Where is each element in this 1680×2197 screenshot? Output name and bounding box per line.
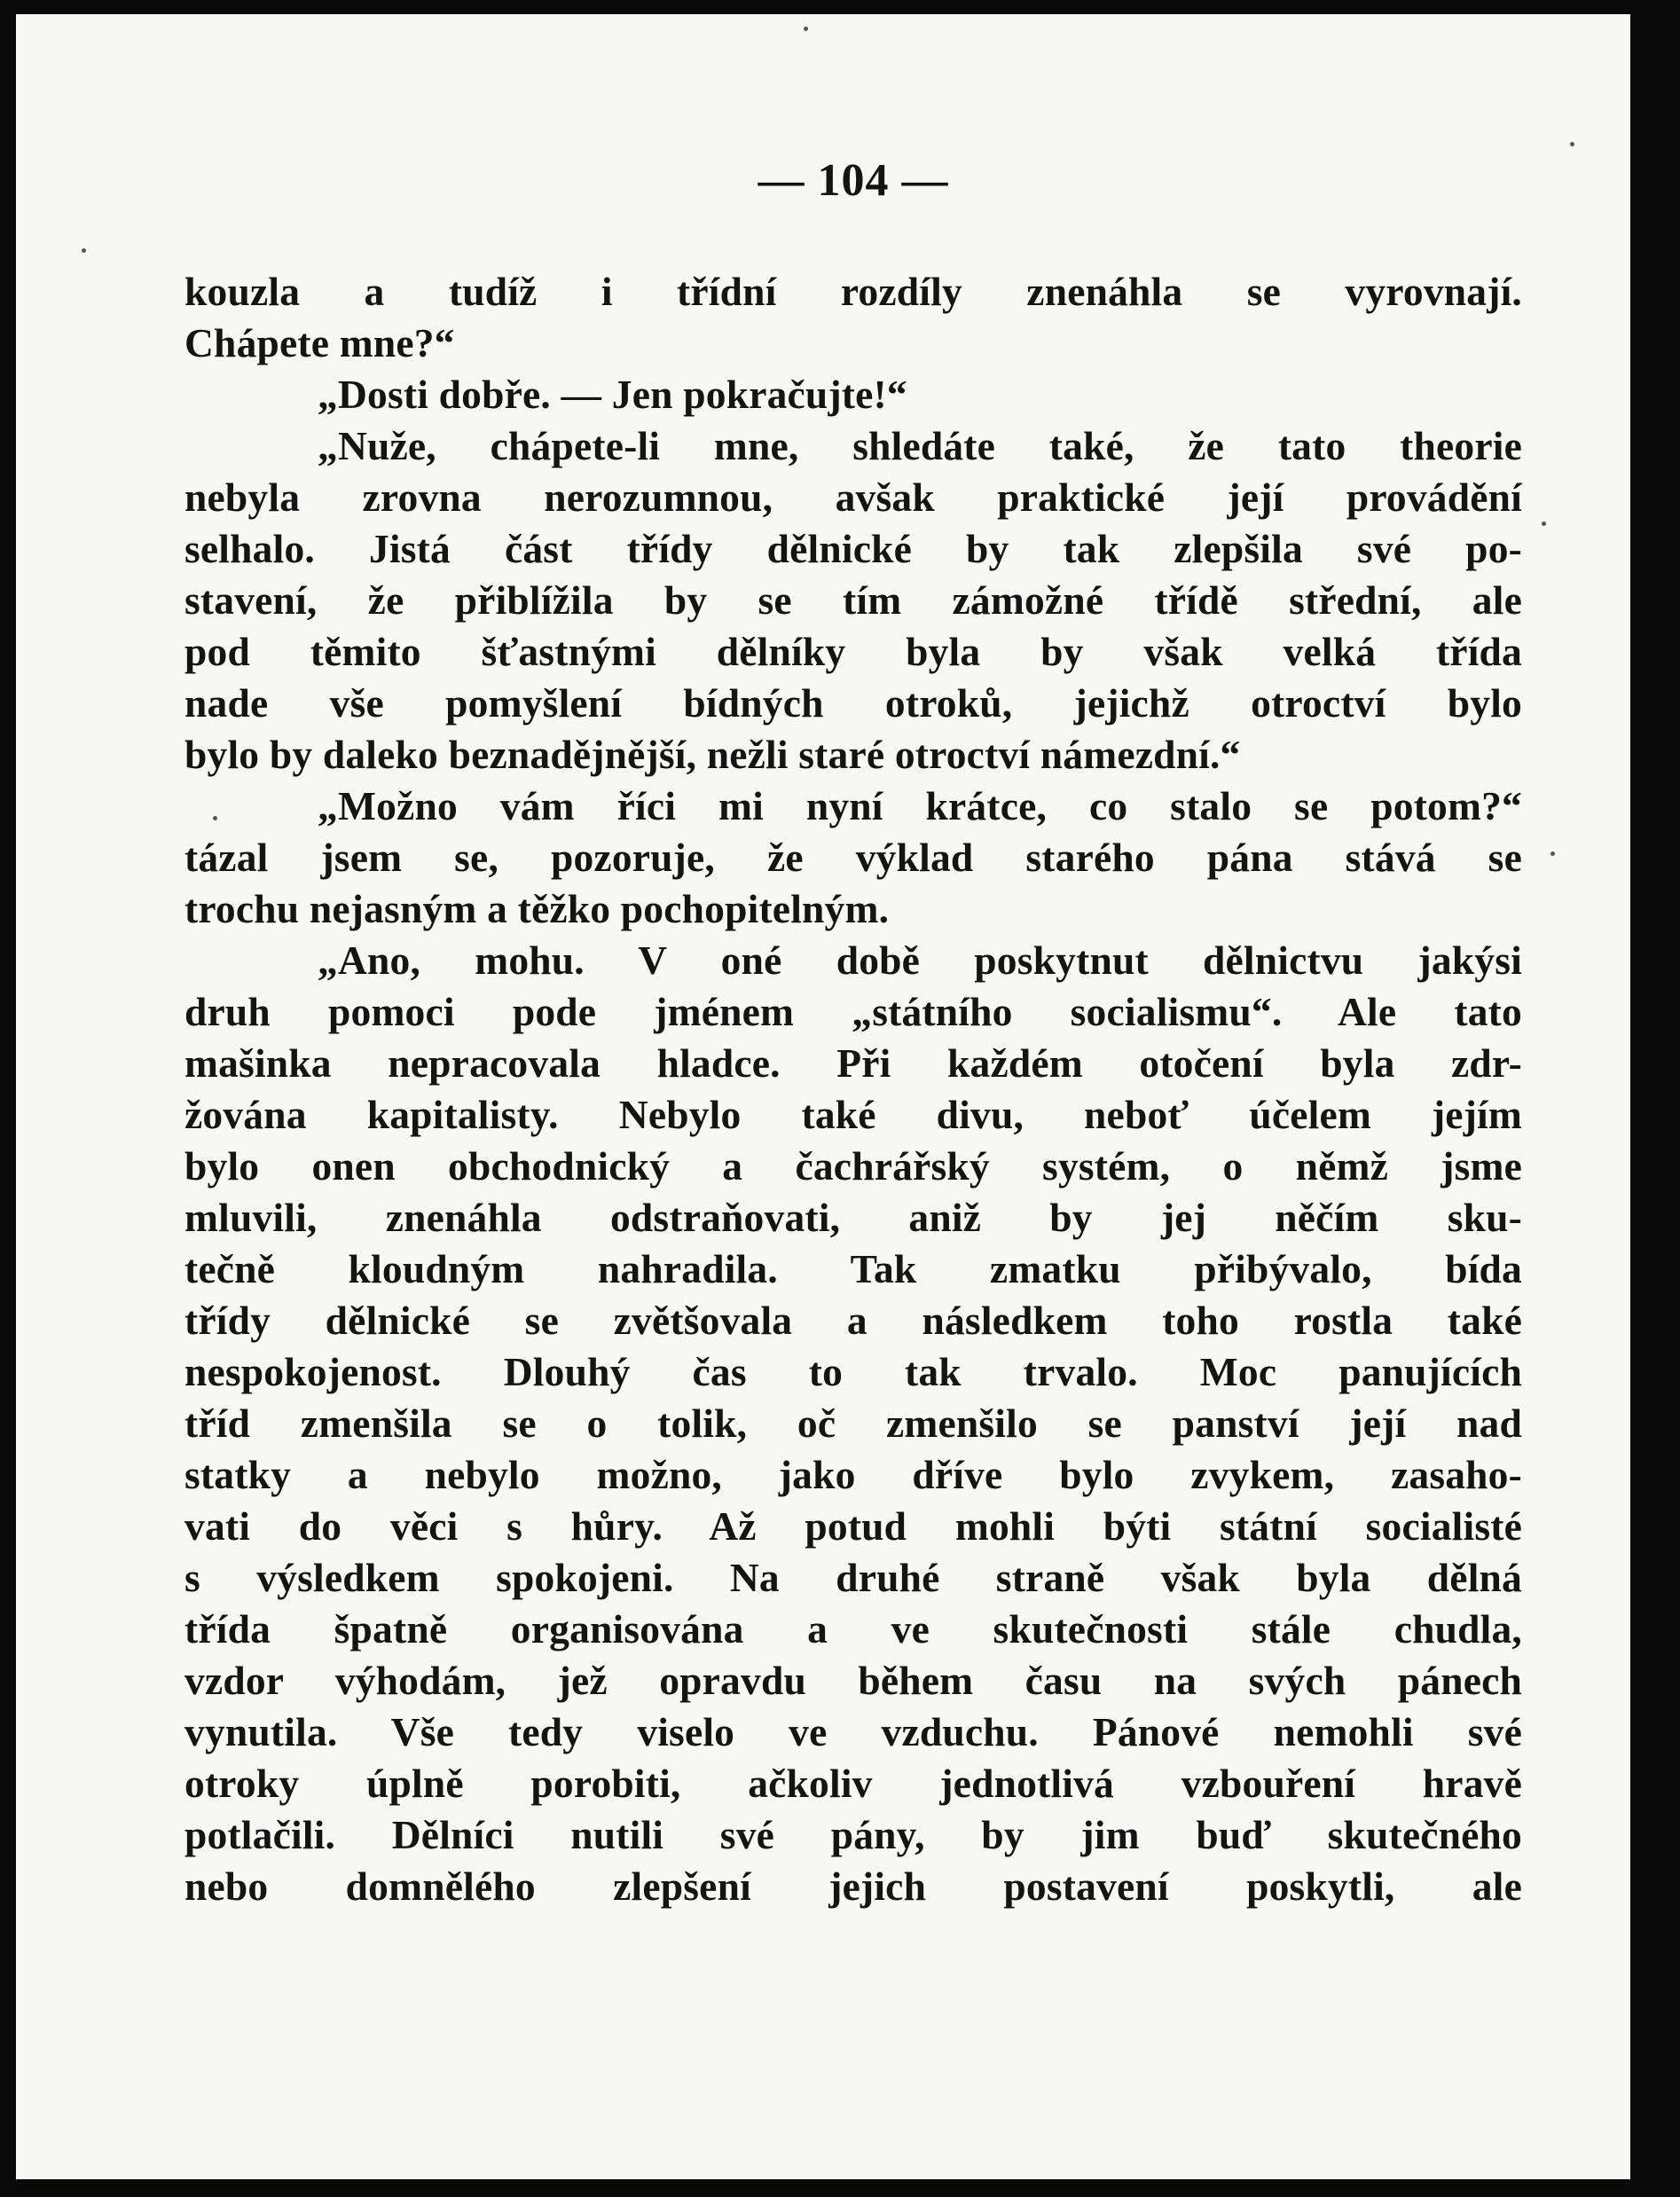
text-line: selhalo. Jistá část třídy dělnické by tak zlepšila své po- bbox=[184, 526, 1522, 571]
text-line: statky a nebylo možno, jako dříve bylo zvykem, zasaho- bbox=[184, 1452, 1522, 1497]
text-line: Chápete mne?“ bbox=[184, 320, 455, 365]
text-line: potlačili. Dělníci nutili své pány, by jim buď skutečného bbox=[184, 1812, 1522, 1857]
scan-border-top bbox=[0, 0, 1680, 14]
text-line: žována kapitalisty. Nebylo také divu, neboť účelem jejím bbox=[184, 1092, 1522, 1137]
text-line: tříd zmenšila se o tolik, oč zmenšilo se panství její nad bbox=[184, 1401, 1522, 1446]
text-line: s výsledkem spokojeni. Na druhé straně však byla dělná bbox=[184, 1555, 1522, 1600]
scan-border-right bbox=[1630, 0, 1680, 2197]
text-line: „Dosti dobře. — Jen pokračujte!“ bbox=[318, 372, 907, 417]
text-line: otroky úplně porobiti, ačkoliv jednotlivá vzbouření hravě bbox=[184, 1761, 1522, 1806]
text-line: mašinka nepracovala hladce. Při každém otočení byla zdr- bbox=[184, 1040, 1522, 1086]
scan-speck bbox=[1550, 851, 1555, 856]
text-line: nebyla zrovna nerozumnou, avšak praktické její provádění bbox=[184, 475, 1522, 520]
scan-border-bottom bbox=[0, 2179, 1680, 2197]
text-line: bylo onen obchodnický a čachrářský systém, o němž jsme bbox=[184, 1143, 1522, 1189]
text-line: kouzla a tudíž i třídní rozdíly znenáhla se vyrovnají. bbox=[184, 269, 1522, 314]
text-line: vynutila. Vše tedy viselo ve vzduchu. Pánové nemohli své bbox=[184, 1709, 1522, 1754]
text-line: tázal jsem se, pozoruje, že výklad starého pána stává se bbox=[184, 835, 1522, 880]
book-page bbox=[184, 133, 1522, 1912]
text-line: třída špatně organisována a ve skutečnosti stále chudla, bbox=[184, 1606, 1522, 1652]
scan-speck bbox=[82, 248, 86, 253]
text-line: nebo domnělého zlepšení jejich postavení poskytli, ale bbox=[184, 1864, 1522, 1909]
page-text-block bbox=[184, 266, 1522, 1912]
page-number: — 104 — bbox=[758, 155, 949, 206]
text-line: pod těmito šťastnými dělníky byla by však velká třída bbox=[184, 629, 1522, 674]
scan-speck bbox=[1570, 142, 1574, 146]
text-line: „Ano, mohu. V oné době poskytnut dělnictvu jakýsi bbox=[318, 938, 1522, 983]
scan-speck bbox=[804, 27, 808, 31]
text-line: vati do věci s hůry. Až potud mohli býti státní socialisté bbox=[184, 1503, 1522, 1549]
scan-border-left bbox=[0, 0, 16, 2197]
text-line: nespokojenost. Dlouhý čas to tak trvalo. Moc panujících bbox=[184, 1349, 1522, 1394]
text-line: bylo by daleko beznadějnější, nežli staré otroctví námezdní.“ bbox=[184, 732, 1241, 777]
text-line: trochu nejasným a těžko pochopitelným. bbox=[184, 886, 890, 931]
text-line: tečně kloudným nahradila. Tak zmatku přibývalo, bída bbox=[184, 1246, 1522, 1291]
text-line: druh pomoci pode jménem „státního socialismu“. Ale tato bbox=[184, 989, 1522, 1034]
text-line: mluvili, znenáhla odstraňovati, aniž by jej něčím sku- bbox=[184, 1195, 1522, 1240]
text-line: „Možno vám říci mi nyní krátce, co stalo se potom?“ bbox=[318, 783, 1522, 828]
text-line: „Nuže, chápete-li mne, shledáte také, že tato theorie bbox=[318, 423, 1522, 468]
text-line: nade vše pomyšlení bídných otroků, jejichž otroctví bylo bbox=[184, 680, 1522, 726]
text-line: vzdor výhodám, jež opravdu během času na svých pánech bbox=[184, 1658, 1522, 1703]
text-line: stavení, že přiblížila by se tím zámožné třídě střední, ale bbox=[184, 577, 1522, 623]
text-line: třídy dělnické se zvětšovala a následkem toho rostla také bbox=[184, 1298, 1522, 1343]
scan-speck bbox=[1542, 522, 1546, 526]
